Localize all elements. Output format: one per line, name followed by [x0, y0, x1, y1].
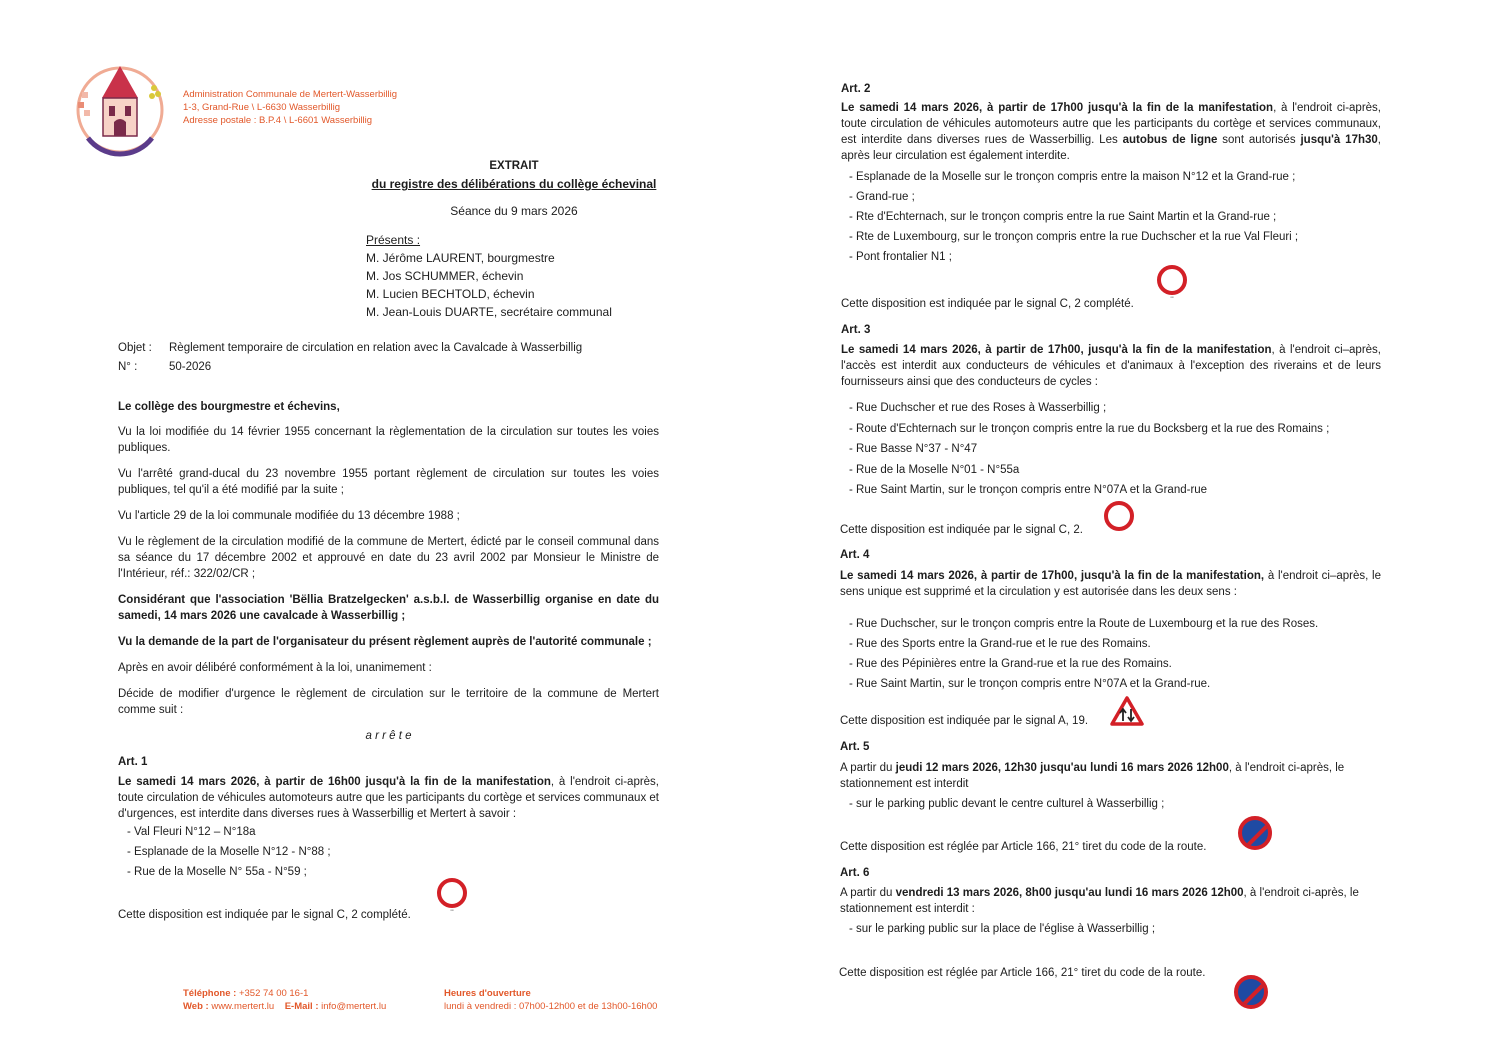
footer-web-label: Web :: [183, 1001, 209, 1012]
footer-hours: [444, 987, 657, 1013]
art3-signal-text: Cette disposition est indiquée par le signal C, 2.: [840, 524, 1083, 536]
list-item: - Grand-rue ;: [849, 191, 915, 203]
vu-reglement-circulation: Vu le règlement de la circulation modifié de la commune de Mertert, édicté par le conseil communal dans sa séance du 17 décembre 2002 et approuvé en date du 23 avril 2002 par Monsieur le Ministre de l'Intérieur, réf.: 322/02/CR ;: [118, 536, 659, 580]
list-item: - Val Fleuri N°12 – N°18a: [127, 826, 256, 838]
art6-text-pre: A partir du: [840, 887, 896, 899]
numero-label: N° :: [118, 361, 138, 373]
sign-caption-mark: ▪▪▪: [1170, 295, 1174, 299]
footer-hours-value: lundi à vendredi : 07h00-12h00 et de 13h00-16h00: [444, 1001, 658, 1012]
art5-text-pre: A partir du: [840, 762, 896, 774]
left-column: [118, 399, 659, 880]
list-item: - Rue des Pépinières entre la Grand-rue et la rue des Romains.: [849, 658, 1172, 670]
art3-text-bold: Le samedi 14 mars 2026, à partir de 17h00, jusqu'à la fin de la manifestation: [841, 344, 1272, 356]
list-item: - sur le parking public sur la place de l'église à Wasserbillig ;: [849, 923, 1156, 935]
list-item: - Rue Saint Martin, sur le tronçon compris entre N°07A et la Grand-rue.: [849, 678, 1211, 690]
art5-text-rest: , à l'endroit ci-après, le stationnement est interdit: [840, 762, 1345, 790]
decide-modifier: Décide de modifier d'urgence le règlement de circulation sur le territoire de la commune de Mertert comme suit :: [118, 688, 659, 716]
objet-label: Objet :: [118, 342, 152, 354]
art2-title: Art. 2: [841, 83, 871, 95]
present-person: M. Jean-Louis DUARTE, secrétaire communal: [366, 305, 612, 319]
seance-date: Séance du 9 mars 2026: [450, 204, 578, 218]
art1-text-bold: Le samedi 14 mars 2026, à partir de 16h00 jusqu'à la fin de la manifestation: [118, 776, 551, 788]
footer-email-label: E-Mail :: [284, 1001, 319, 1012]
apres-delibere: Après en avoir délibéré conformément à la loi, unanimement :: [118, 662, 432, 674]
art2-bus-bold: autobus de ligne: [1122, 134, 1218, 146]
art2-signal-text: Cette disposition est indiquée par le signal C, 2 complété.: [841, 298, 1134, 310]
commune-logo: [70, 58, 170, 158]
no-parking-icon: [1234, 975, 1268, 1009]
art4-title: Art. 4: [840, 549, 870, 561]
art3-title: Art. 3: [841, 324, 871, 336]
no-entry-circle-icon: [1104, 501, 1134, 531]
art6-signal-text: Cette disposition est réglée par Article 166, 21° tiret du code de la route.: [839, 967, 1206, 979]
present-person: M. Jérôme LAURENT, bourgmestre: [366, 251, 555, 265]
presents-block: [366, 231, 666, 321]
list-item: - Esplanade de la Moselle sur le tronçon compris entre la maison N°12 et la Grand-rue ;: [849, 171, 1296, 183]
no-entry-circle-icon: [1157, 265, 1187, 295]
art4-text-bold: Le samedi 14 mars 2026, à partir de 17h00, jusqu'à la fin de la manifestation,: [840, 570, 1265, 582]
art1-title: Art. 1: [118, 756, 148, 768]
art1-text-rest: , à l'endroit ci-après, toute circulation de véhicules automoteurs autre que les participants du cortège et services communaux et d'urgences, est interdite dans diverses rues à Wasserbillig et Mertert à savoir :: [118, 776, 660, 820]
header-address: 1-3, Grand-Rue \ L-6630 Wasserbillig: [183, 102, 340, 113]
footer-web-link[interactable]: www.mertert.lu: [211, 1001, 275, 1012]
header-postal: Adresse postale : B.P.4 \ L-6601 Wasserbillig: [183, 115, 373, 126]
art4-text: [840, 568, 1381, 600]
art6-text-bold: vendredi 13 mars 2026, 8h00 jusqu'au lundi 16 mars 2026 12h00: [895, 887, 1244, 899]
art5-text-bold: jeudi 12 mars 2026, 12h30 jusqu'au lundi 16 mars 2026 12h00: [895, 762, 1229, 774]
art2-text-bold: Le samedi 14 mars 2026, à partir de 17h00 jusqu'à la fin de la manifestation: [841, 102, 1274, 114]
presents-label: Présents :: [366, 233, 421, 247]
no-parking-icon: [1238, 816, 1272, 850]
list-item: - Rue Duchscher et rue des Roses à Wasserbillig ;: [849, 402, 1107, 414]
art2-bus-rest: sont autorisés: [1217, 134, 1301, 146]
art6-list: [849, 921, 1379, 937]
list-item: - Rue Basse N°37 - N°47: [849, 443, 978, 455]
footer-contact: [183, 987, 386, 1013]
art1-signal-text: Cette disposition est indiquée par le signal C, 2 complété.: [118, 909, 411, 921]
sign-caption-mark: ▪▪▪: [450, 908, 454, 912]
art4-text-rest: à l'endroit ci–après, le sens unique est supprimé et la circulation y est autorisée dans les deux sens :: [840, 570, 1382, 598]
arrete-heading: a r r ê t e: [365, 730, 412, 742]
art4-list: [849, 616, 1379, 692]
art2-list: [849, 169, 1379, 265]
list-item: - Rue Saint Martin, sur le tronçon compris entre N°07A et la Grand-rue: [849, 484, 1208, 496]
extrait-title: EXTRAIT: [489, 160, 539, 172]
art5-signal-text: Cette disposition est réglée par Article 166, 21° tiret du code de la route.: [840, 841, 1207, 853]
list-item: - Pont frontalier N1 ;: [849, 251, 952, 263]
footer-hours-label: Heures d'ouverture: [444, 988, 531, 999]
list-item: - Rue de la Moselle N° 55a - N°59 ;: [127, 866, 307, 878]
list-item: - Rte de Luxembourg, sur le tronçon compris entre la rue Duchscher et la rue Val Fleuri ;: [849, 231, 1299, 243]
art2-text: [841, 100, 1381, 164]
list-item: - Rue de la Moselle N°01 - N°55a: [849, 463, 1020, 476]
art2-time-rest: , après leur circulation est également interdite.: [841, 134, 1381, 162]
vu-loi-1955: Vu la loi modifiée du 14 février 1955 concernant la règlementation de la circulation sur toutes les voies publiques.: [118, 426, 659, 454]
art4-signal-text: Cette disposition est indiquée par le signal A, 19.: [840, 715, 1089, 727]
numero-value: 50-2026: [169, 361, 212, 373]
art5-text: [840, 760, 1370, 792]
art6-title: Art. 6: [840, 867, 870, 879]
footer-tel-value: +352 74 00 16-1: [238, 988, 309, 999]
art2-text-rest: , à l'endroit ci-après, toute circulation de véhicules automoteurs autre que les participants du cortège et services communaux, est interdite dans diverses rues de Wasserbillig. Les: [841, 102, 1382, 146]
vu-arrete-1955: Vu l'arrêté grand-ducal du 23 novembre 1955 portant règlement de circulation sur toutes les voies publiques, tel qu'il a été modifié par la suite ;: [118, 468, 659, 496]
two-way-traffic-icon: [1110, 696, 1144, 726]
registre-title: du registre des délibérations du collège échevinal: [371, 177, 657, 191]
signal-c2-sign: [437, 878, 467, 912]
considerant-cavalcade: Considérant que l'association 'Bëllia Bratzelgecken' a.s.b.l. de Wasserbillig organise en date du samedi, 14 mars 2026 une cavalcade à Wasserbillig ;: [118, 594, 659, 622]
list-item: - Rue des Sports entre la Grand-rue et le rue des Romains.: [849, 638, 1151, 650]
no-entry-circle-icon: [437, 878, 467, 908]
list-item: - Esplanade de la Moselle N°12 - N°88 ;: [127, 846, 331, 858]
art5-list: [849, 796, 1379, 812]
art3-list: [849, 400, 1379, 498]
list-item: - sur le parking public devant le centre culturel à Wasserbillig ;: [849, 798, 1165, 810]
art1-text: [118, 774, 659, 822]
art5-title: Art. 5: [840, 741, 870, 753]
art2-time-bold: jusqu'à 17h30: [1300, 134, 1378, 146]
list-item: - Route d'Echternach sur le tronçon compris entre la rue du Bocksberg et la rue des Romains ;: [849, 422, 1330, 435]
header-org-name: Administration Communale de Mertert-Wasserbillig: [183, 89, 397, 100]
signal-c2-sign: [1157, 265, 1187, 299]
list-item: - Rte d'Echternach, sur le tronçon compris entre la rue Saint Martin et la Grand-rue ;: [849, 211, 1277, 223]
vu-article-29: Vu l'article 29 de la loi communale modifiée du 13 décembre 1988 ;: [118, 510, 460, 522]
present-person: M. Lucien BECHTOLD, échevin: [366, 287, 535, 301]
art6-text-rest: , à l'endroit ci-après, le stationnement est interdit :: [840, 887, 1359, 915]
art3-text: [841, 342, 1381, 390]
art3-text-rest: , à l'endroit ci–après, l'accès est interdit aux conducteurs de véhicules et d'animaux à l'exception des riverains et de leurs fournisseurs ainsi que des conducteurs de cycles :: [841, 344, 1381, 388]
present-person: M. Jos SCHUMMER, échevin: [366, 269, 524, 283]
footer-tel-label: Téléphone :: [183, 988, 237, 999]
objet-value: Règlement temporaire de circulation en relation avec la Cavalcade à Wasserbillig: [169, 342, 583, 354]
footer-email-link[interactable]: info@mertert.lu: [321, 1001, 387, 1012]
art6-text: [840, 885, 1370, 917]
list-item: - Rue Duchscher, sur le tronçon compris entre la Route de Luxembourg et la rue des Roses.: [849, 618, 1319, 630]
art1-list: [118, 824, 659, 880]
college-heading: Le collège des bourgmestre et échevins,: [118, 401, 340, 413]
vu-demande: Vu la demande de la part de l'organisateur du présent règlement auprès de l'autorité communale ;: [118, 636, 652, 648]
